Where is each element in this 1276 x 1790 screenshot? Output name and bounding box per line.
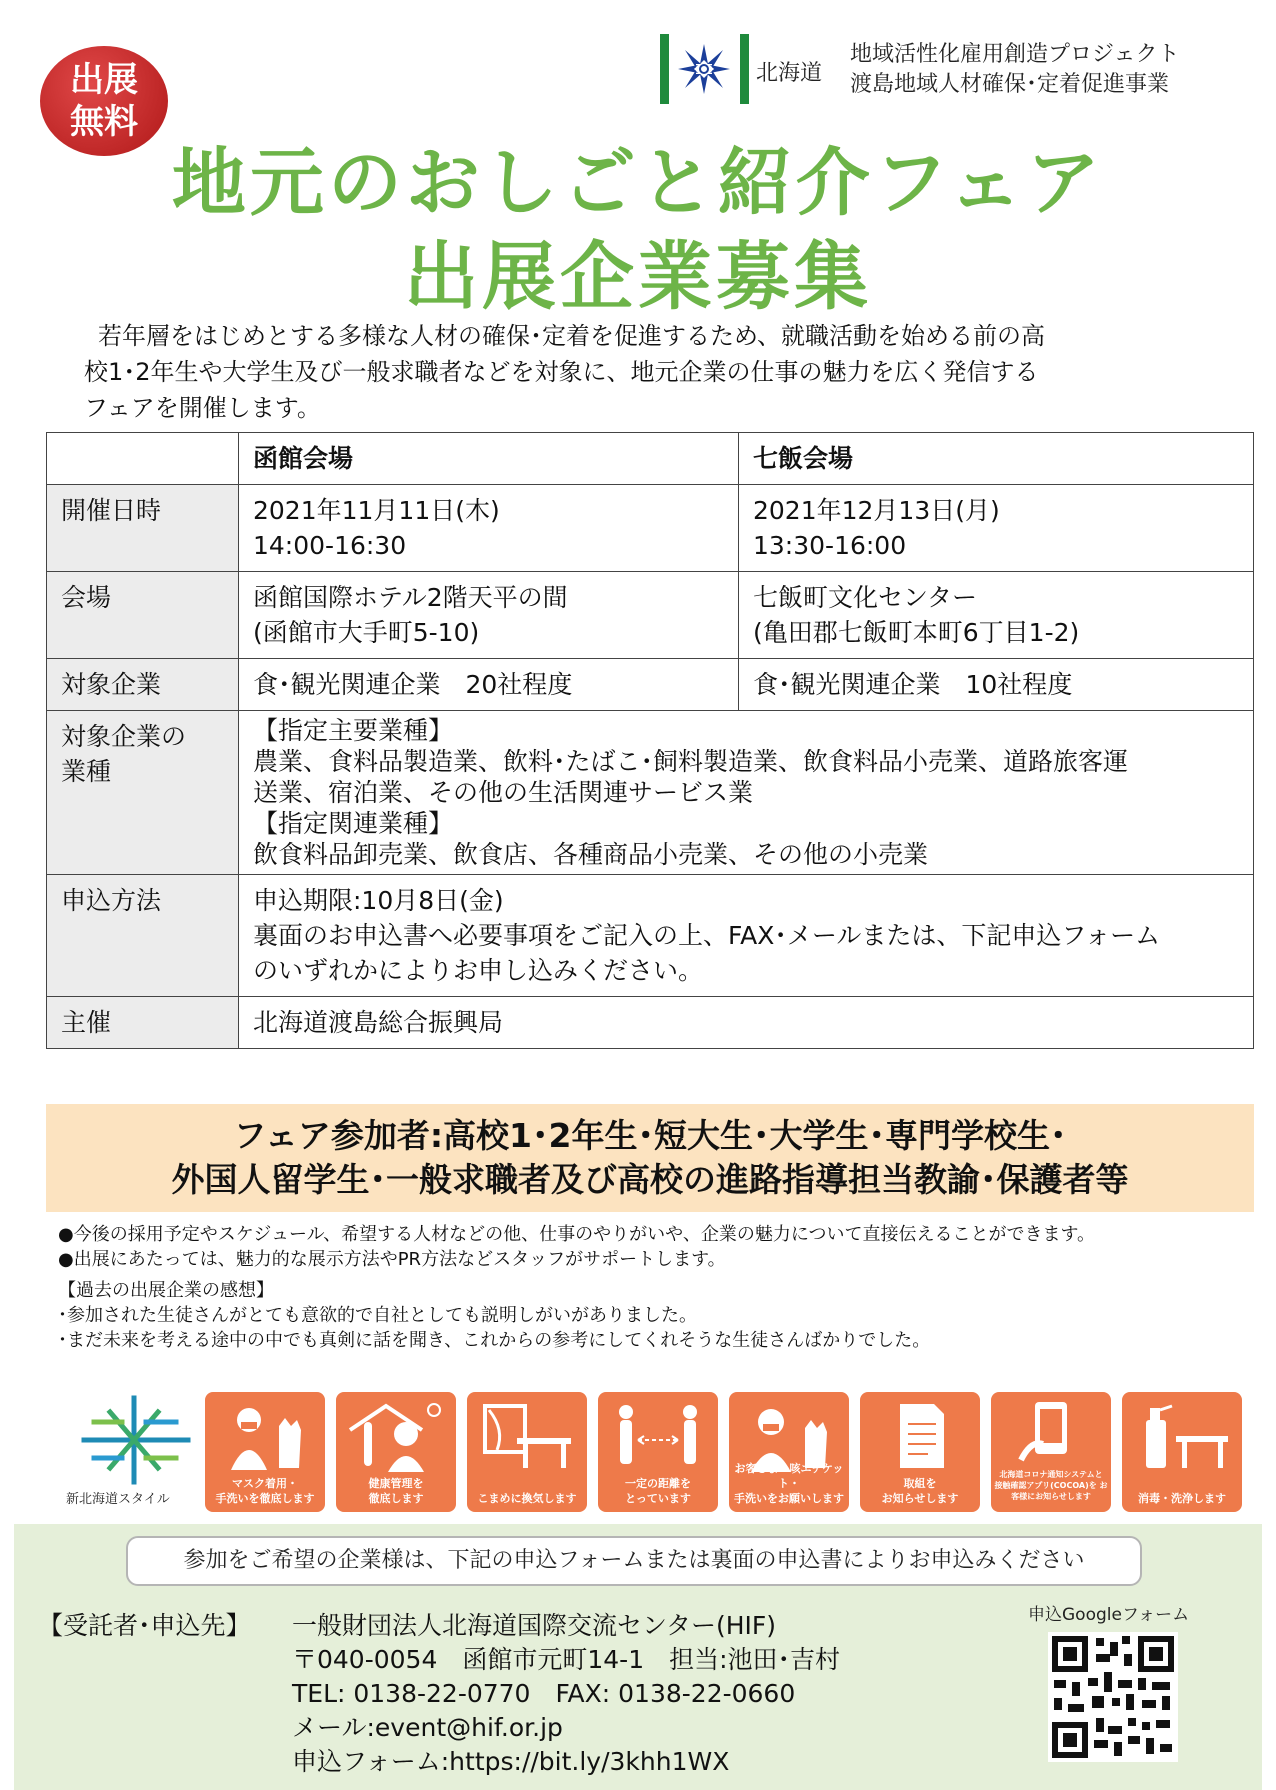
health-check-icon [346,1400,446,1472]
tile-etiquette [729,1392,849,1512]
venue-hakodate-address: (函館市大手町5-10) [253,618,480,647]
hokkaido-logo [660,34,828,104]
project-line2: 渡島地域人材確保･定着促進事業 [850,72,1170,97]
participants-line2: 外国人留学生･一般求職者及び高校の進路指導担当教諭･保護者等 [171,1160,1129,1199]
tile-mask-caption: マスク着用・ 手洗いを徹底します [215,1477,315,1505]
apply-banner: 参加をご希望の企業様は、下記の申込フォームまたは裏面の申込書によりお申込みください [126,1536,1142,1586]
date-hakodate-time: 14:00-16:30 [253,531,407,560]
label-companies: 対象企業 [47,659,239,711]
date-hakodate-day: 2021年11月11日(木) [253,496,500,525]
project-name [850,40,1180,100]
apply-deadline: 申込期限:10月8日(金) [253,886,504,915]
tile-notice [860,1392,980,1512]
intro-line1: 若年層をはじめとする多様な人材の確保･定着を促進するため、就職活動を始める前の高 [98,322,1046,350]
tile-health-caption: 健康管理を 徹底します [368,1477,424,1505]
contact-org: 一般財団法人北海道国際交流センター(HIF) [292,1611,777,1640]
apply-method-line2: のいずれかによりお申し込みください。 [253,956,704,985]
tile-disinfect-caption: 消毒・洗浄します [1138,1492,1226,1505]
contact-address: 〒040-0054 函館市元町14-1 担当:池田･吉村 [292,1645,841,1674]
org-name: 北海道 [756,61,823,86]
new-hokkaido-style-label: 新北海道スタイル [66,1492,170,1507]
cell-companies-hakodate: 食･観光関連企業 20社程度 [239,659,739,711]
tile-health [336,1392,456,1512]
participants-banner [46,1104,1254,1212]
tile-app [991,1392,1111,1512]
table-row-organizer [47,997,1254,1049]
table-header-row [47,433,1254,485]
qr-label: 申込Googleフォーム [1028,1605,1190,1625]
new-hokkaido-style-logo [64,1392,204,1500]
notice-document-icon [870,1400,970,1472]
label-apply: 申込方法 [47,875,239,997]
mask-handwash-icon [215,1400,315,1472]
qr-code[interactable] [1048,1632,1178,1762]
apply-method-line1: 裏面のお申込書へ必要事項をご記入の上、FAX･メールまたは、下記申込フォーム [253,921,1161,950]
cell-companies-nanae: 食･観光関連企業 10社程度 [739,659,1254,711]
industries-related-list: 飲食料品卸売業、飲食店、各種商品小売業、その他の小売業 [253,840,929,869]
cell-date-hakodate [239,485,739,572]
cell-apply [239,875,1254,997]
intro-line3: フェアを開催します。 [84,394,321,422]
intro-text [84,318,1208,426]
disinfect-spray-icon [1132,1400,1232,1472]
tile-etiquette-caption: お客さまへ咳エチケット・ 手洗いをお願いします [734,1462,844,1505]
tile-distance-caption: 一定の距離を とっています [625,1477,691,1505]
tile-ventilation [467,1392,587,1512]
notes-section [58,1222,1258,1353]
logo-bar-right [740,34,749,104]
header-nanae: 七飯会場 [739,433,1254,485]
badge-line2: 無料 [70,102,138,142]
table-row-industries [47,711,1254,875]
table-row-companies [47,659,1254,711]
intro-line2: 校1･2年生や大学生及び一般求職者などを対象に、地元企業の仕事の魅力を広く発信する [84,358,1039,386]
venue-hakodate-name: 函館国際ホテル2階天平の間 [253,583,568,612]
logo-bar-left [660,34,669,104]
cell-venue-nanae [739,572,1254,659]
tile-distance [598,1392,718,1512]
contact-email[interactable]: メール:event@hif.or.jp [292,1713,563,1742]
tile-ventilation-caption: こまめに換気します [477,1492,577,1505]
social-distance-icon [608,1400,708,1472]
note-bullet1: ●今後の採用予定やスケジュール、希望する人材などの他、仕事のやりがいや、企業の魅力について直接伝えることができます。 [58,1224,1096,1245]
past-comment2: ･まだ未来を考える途中の中でも真剣に話を聞き、これからの参考にしてくれそうな生徒さんばかりでした。 [58,1330,931,1351]
date-nanae-time: 13:30-16:00 [753,531,907,560]
table-row-apply [47,875,1254,997]
contact-phone: TEL: 0138-22-0770 FAX: 0138-22-0660 [292,1679,796,1708]
table-row-date [47,485,1254,572]
main-title: 地元のおしごと紹介フェア [171,140,1105,226]
industries-main-line1: 農業、食料品製造業、飲料･たばこ･飼料製造業、飲食料品小売業、道路旅客運 [253,747,1129,776]
cell-industries [239,711,1254,875]
venue-nanae-address: (亀田郡七飯町本町6丁目1-2) [753,618,1080,647]
industries-main-line2: 送業、宿泊業、その他の生活関連サービス業 [253,778,754,807]
label-industries-line1: 対象企業の [61,722,187,751]
date-nanae-day: 2021年12月13日(月) [753,496,1000,525]
table-row-venue [47,572,1254,659]
venue-nanae-name: 七飯町文化センター [753,583,978,612]
label-industries [47,711,239,875]
industries-main-heading: 【指定主要業種】 [253,716,454,745]
tile-app-caption: 北海道コロナ通知システムと 接触確認アプリ(COCOA)を お客様にお知らせします [994,1470,1108,1501]
contact-label: 【受託者･申込先】 [38,1611,251,1640]
label-organizer: 主催 [47,997,239,1049]
sub-title: 出展企業募集 [404,234,872,320]
hokkaido-emblem-icon [674,42,734,96]
past-heading: 【過去の出展企業の感想】 [58,1280,274,1301]
cell-organizer: 北海道渡島総合振興局 [239,997,1254,1049]
past-comment1: ･参加された生徒さんがとても意欲的で自社としても説明しがいがありました。 [58,1305,697,1326]
badge-line1: 出展 [70,60,138,100]
tile-disinfect [1122,1392,1242,1512]
tile-mask [205,1392,325,1512]
safety-measures [205,1392,1255,1512]
header-empty-cell [47,433,239,485]
label-industries-line2: 業種 [61,757,112,786]
smartphone-app-icon [1001,1400,1101,1472]
header-hakodate: 函館会場 [239,433,739,485]
project-line1: 地域活性化雇用創造プロジェクト [850,42,1180,67]
ventilation-icon [477,1400,577,1472]
participants-line1: フェア参加者:高校1･2年生･短大生･大学生･専門学校生･ [233,1116,1067,1155]
event-info-table [46,432,1254,1049]
cell-venue-hakodate [239,572,739,659]
label-date: 開催日時 [47,485,239,572]
industries-related-heading: 【指定関連業種】 [253,809,454,838]
label-venue: 会場 [47,572,239,659]
cell-date-nanae [739,485,1254,572]
note-bullet2: ●出展にあたっては、魅力的な展示方法やPR方法などスタッフがサポートします。 [58,1249,726,1270]
tile-notice-caption: 取組を お知らせします [881,1477,959,1505]
contact-form-link[interactable]: 申込フォーム:https://bit.ly/3khh1WX [292,1747,730,1776]
